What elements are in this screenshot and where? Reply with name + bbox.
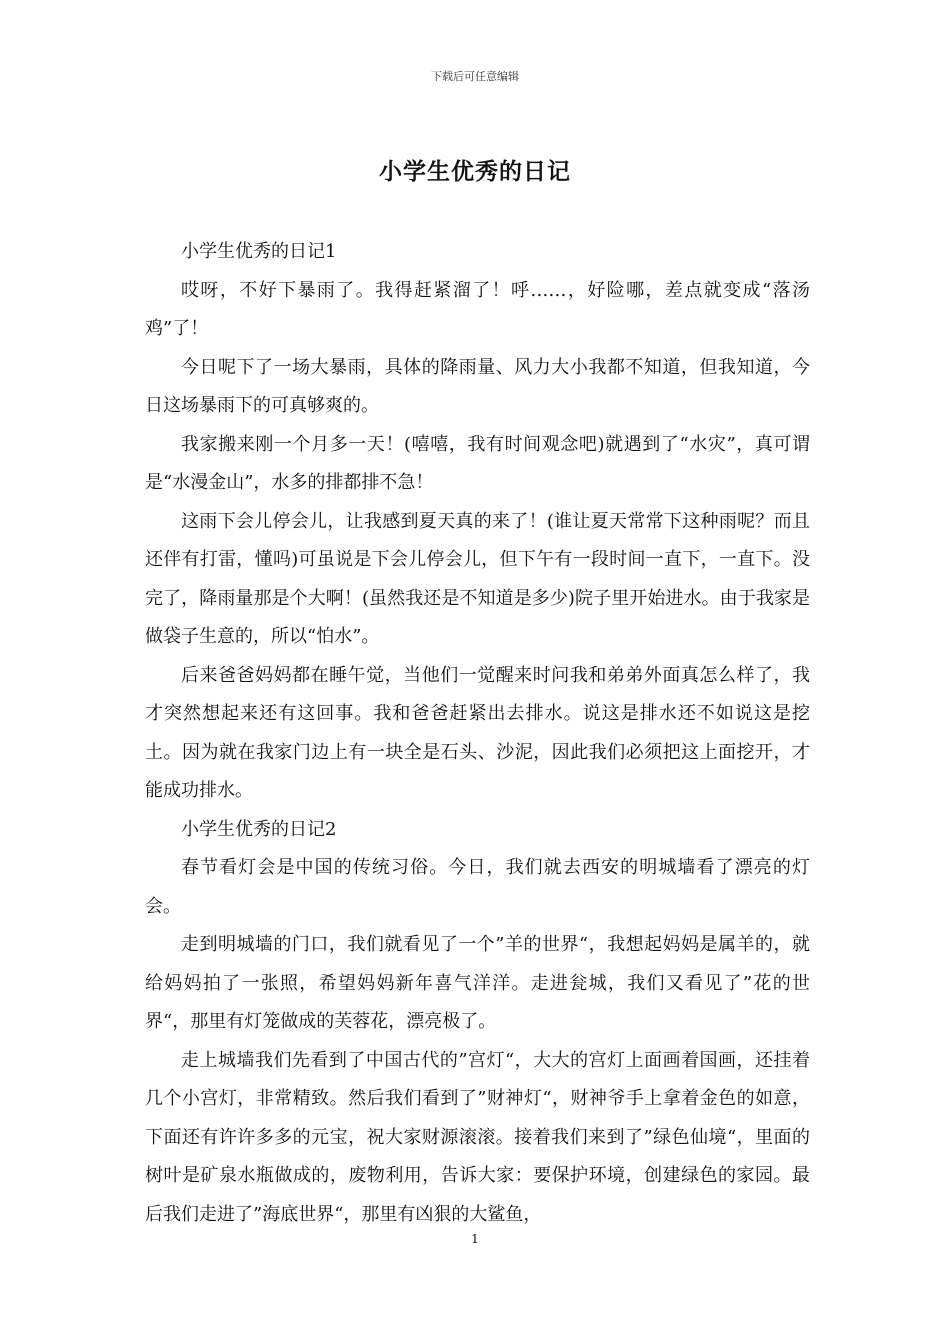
paragraph-diary-1-heading: 小学生优秀的日记1 xyxy=(181,241,337,262)
paragraph: 走上城墙我们先看到了中国古代的”宫灯“，大大的宫灯上面画着国画，还挂着几个小宫灯，非常精致。然后我们看到了”财神灯“，财神爷手上拿着金色的如意，下面还有许许多多的元宝，祝大家财源滚滚。接着我们来到了”绿色仙境“，里面的树叶是矿泉水瓶做成的，废物利用，告诉大家：要保护环境，创建绿色的家园。最后我们走进了”海底世界“，那里有凶狠的大鲨鱼， xyxy=(145,1049,810,1225)
paragraph: 走到明城墙的门口，我们就看见了一个”羊的世界“，我想起妈妈是属羊的，就给妈妈拍了一张照，希望妈妈新年喜气洋洋。走进瓮城，我们又看见了”花的世界“，那里有灯笼做成的芙蓉花，漂亮极了。 xyxy=(145,934,810,1032)
document-title: 小学生优秀的日记 xyxy=(379,158,571,185)
paragraph-diary-2-heading: 小学生优秀的日记2 xyxy=(181,818,337,840)
paragraph: 今日呢下了一场大暴雨，具体的降雨量、风力大小我都不知道，但我知道，今日这场暴雨下的可真够爽的。 xyxy=(145,356,810,416)
paragraph: 我家搬来刚一个月多一天！(嘻嘻，我有时间观念吧)就遇到了“水灾”，真可谓是“水漫金山”，水多的排都排不急！ xyxy=(145,433,810,493)
paragraph: 春节看灯会是中国的传统习俗。今日，我们就去西安的明城墙看了漂亮的灯会。 xyxy=(145,857,810,917)
document-body xyxy=(145,233,810,1234)
page-header: 下载后可任意编辑 xyxy=(431,70,519,83)
paragraph: 哎呀，不好下暴雨了。我得赶紧溜了！呼……，好险哪，差点就变成“落汤鸡”了！ xyxy=(145,279,810,339)
page-number: 1 xyxy=(471,1232,479,1246)
paragraph: 后来爸爸妈妈都在睡午觉，当他们一觉醒来时问我和弟弟外面真怎么样了，我才突然想起来还有这回事。我和爸爸赶紧出去排水。说这是排水还不如说这是挖土。因为就在我家门边上有一块全是石头、沙泥，因此我们必须把这上面挖开，才能成功排水。 xyxy=(145,664,810,801)
paragraph: 这雨下会儿停会儿，让我感到夏天真的来了！(谁让夏天常常下这种雨呢？而且还伴有打雷，懂吗)可虽说是下会儿停会儿，但下午有一段时间一直下，一直下。没完了，降雨量那是个大啊！(虽然我还是不知道是多少)院子里开始进水。由于我家是做袋子生意的，所以“怕水”。 xyxy=(145,510,810,647)
